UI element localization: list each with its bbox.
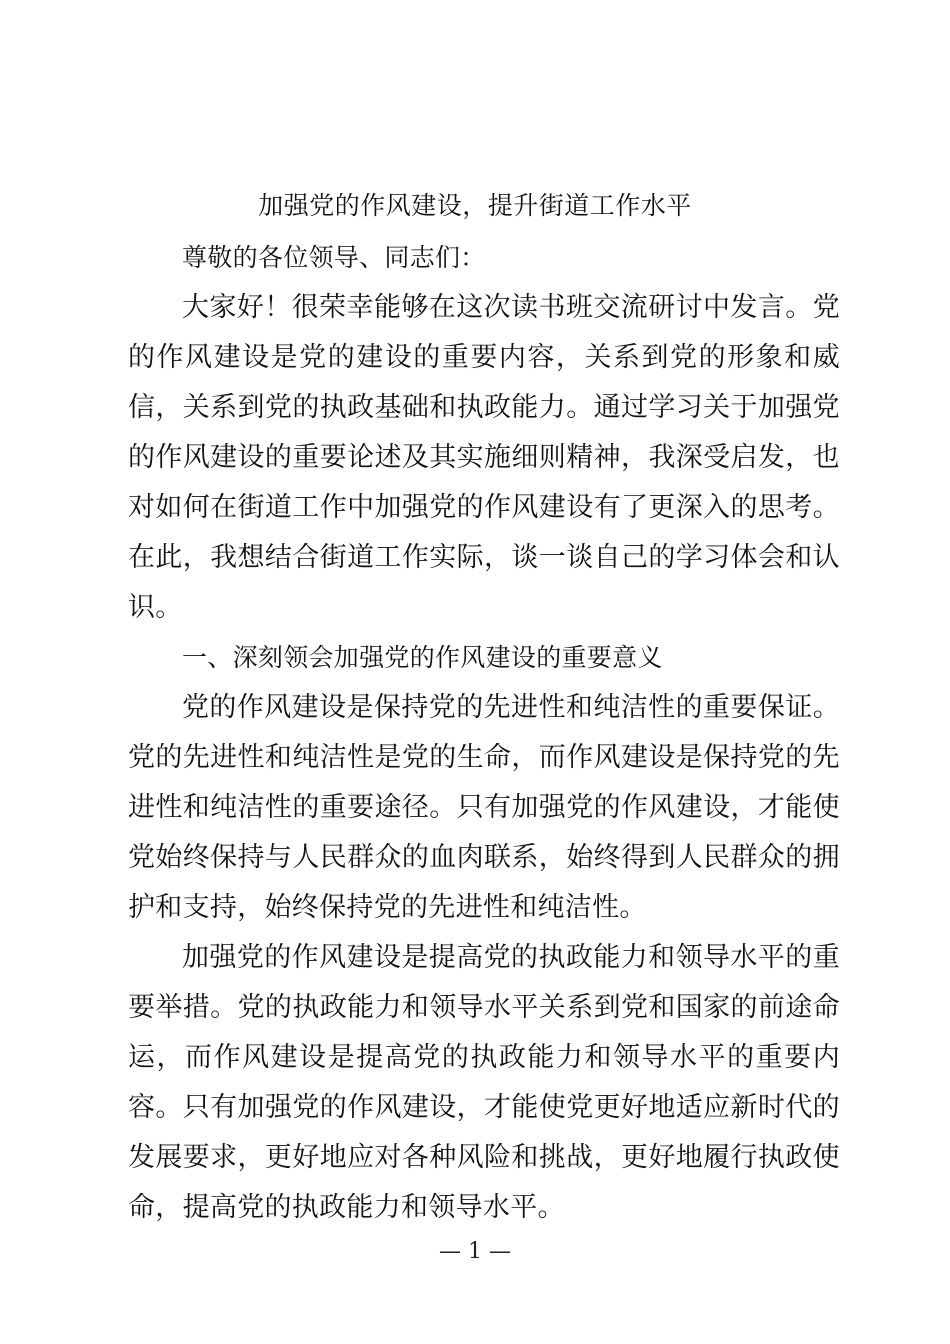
paragraph-purity: 党的作风建设是保持党的先进性和纯洁性的重要保证。党的先进性和纯洁性是党的生命，而作风建设是保持党的先进性和纯洁性的重要途径。只有加强党的作风建设，才能使党始终保持与人民群众的血肉联系，始终得到人民群众的拥护和支持，始终保持党的先进性和纯洁性。 [128,692,840,923]
page-number: — 1 — [439,1239,511,1264]
section-heading-1: 一、深刻领会加强党的作风建设的重要意义 [182,643,663,672]
document-body [128,233,840,1233]
paragraph-opening: 大家好！很荣幸能够在这次读书班交流研讨中发言。党的作风建设是党的建设的重要内容，关系到党的形象和威信，关系到党的执政基础和执政能力。通过学习关于加强党的作风建设的重要论述及其实施细则精神，我深受启发，也对如何在街道工作中加强党的作风建设有了更深入的思考。在此，我想结合街道工作实际，谈一谈自己的学习体会和认识。 [128,292,840,623]
paragraph-governance: 加强党的作风建设是提高党的执政能力和领导水平的重要举措。党的执政能力和领导水平关系到党和国家的前途命运，而作风建设是提高党的执政能力和领导水平的重要内容。只有加强党的作风建设，才能使党更好地适应新时代的发展要求，更好地应对各种风险和挑战，更好地履行执政使命，提高党的执政能力和领导水平。 [128,942,840,1223]
salutation: 尊敬的各位领导、同志们： [182,243,486,272]
document-title: 加强党的作风建设，提升街道工作水平 [258,191,692,220]
